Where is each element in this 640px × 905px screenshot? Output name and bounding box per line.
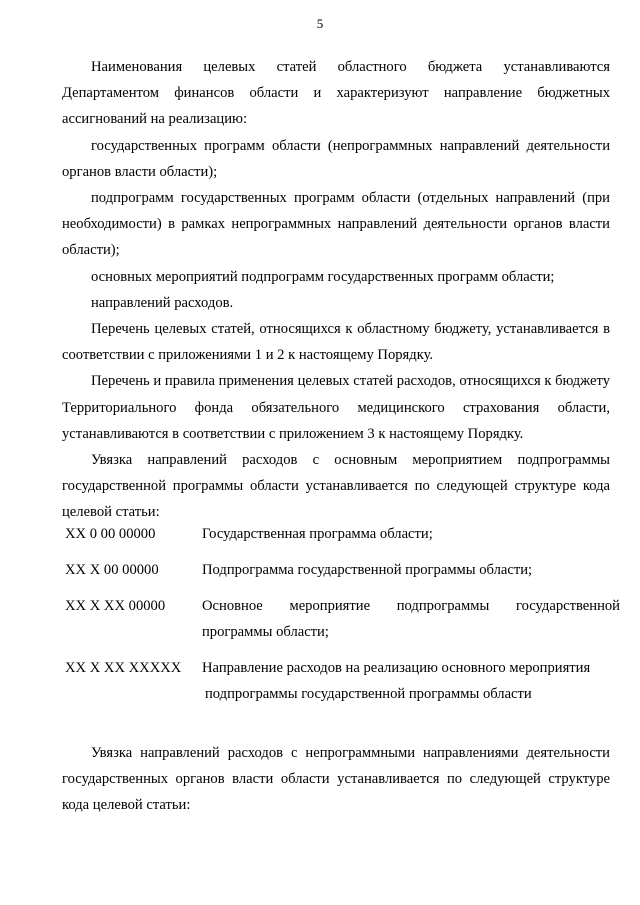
code-description-line: подпрограммы государственной программы области [205, 686, 532, 702]
code-description-line: программы области; [202, 624, 329, 640]
code-pattern: XX 0 00 00000 [65, 526, 156, 542]
code-pattern: XX X 00 00000 [65, 562, 159, 578]
paragraph-list-item: основных мероприятий подпрограмм государственных программ области; [91, 268, 555, 285]
code-row [65, 593, 620, 645]
body-text [62, 54, 610, 526]
paragraph-link-structure: Увязка направлений расходов с основным мероприятием подпрограммы государственной программы области устанавливается по следующей структуре кода целевой статьи: [62, 452, 610, 521]
paragraph-nonprogram-structure: Увязка направлений расходов с непрограммными направлениями деятельности государственных органов власти области устанавливается по следующей структуре кода целевой статьи: [62, 745, 610, 814]
paragraph-intro: Наименования целевых статей областного бюджета устанавливаются Департаментом финансов области и характеризуют направление бюджетных ассигнований на реализацию: [62, 59, 610, 128]
code-description [202, 593, 620, 645]
code-row [65, 655, 620, 707]
code-description-line: Направление расходов на реализацию основного мероприятия [202, 660, 591, 676]
code-row [65, 557, 620, 583]
code-pattern: XX X XX 00000 [65, 598, 166, 614]
code-pattern: XX X XX XXXXX [65, 660, 182, 676]
code-description: Государственная программа области; [202, 526, 433, 542]
body-text-continued [62, 740, 610, 819]
paragraph-list-item: государственных программ области (непрограммных направлений деятельности органов власти области); [62, 137, 610, 180]
paragraph-target-articles: Перечень целевых статей, относящихся к областному бюджету, устанавливается в соответствии с приложениями 1 и 2 к настоящему Порядку. [62, 321, 610, 364]
paragraph-list-item: подпрограмм государственных программ области (отдельных направлений (при необходимости) в рамках непрограммных направлений деятельности органов власти области); [62, 190, 610, 259]
code-structure-table [65, 521, 620, 717]
page-number: 5 [316, 16, 324, 31]
code-description: Подпрограмма государственной программы области; [202, 562, 533, 578]
code-description-line: Основное мероприятие подпрограммы государственной [202, 598, 620, 614]
paragraph-list-item: направлений расходов. [91, 294, 234, 311]
code-description [202, 655, 620, 707]
code-row [65, 521, 620, 547]
paragraph-tfoms-articles: Перечень и правила применения целевых статей расходов, относящихся к бюджету Территориального фонда обязательного медицинского страхования области, устанавливаются в соответствии с приложением 3 к настоящему Порядку. [62, 373, 610, 442]
